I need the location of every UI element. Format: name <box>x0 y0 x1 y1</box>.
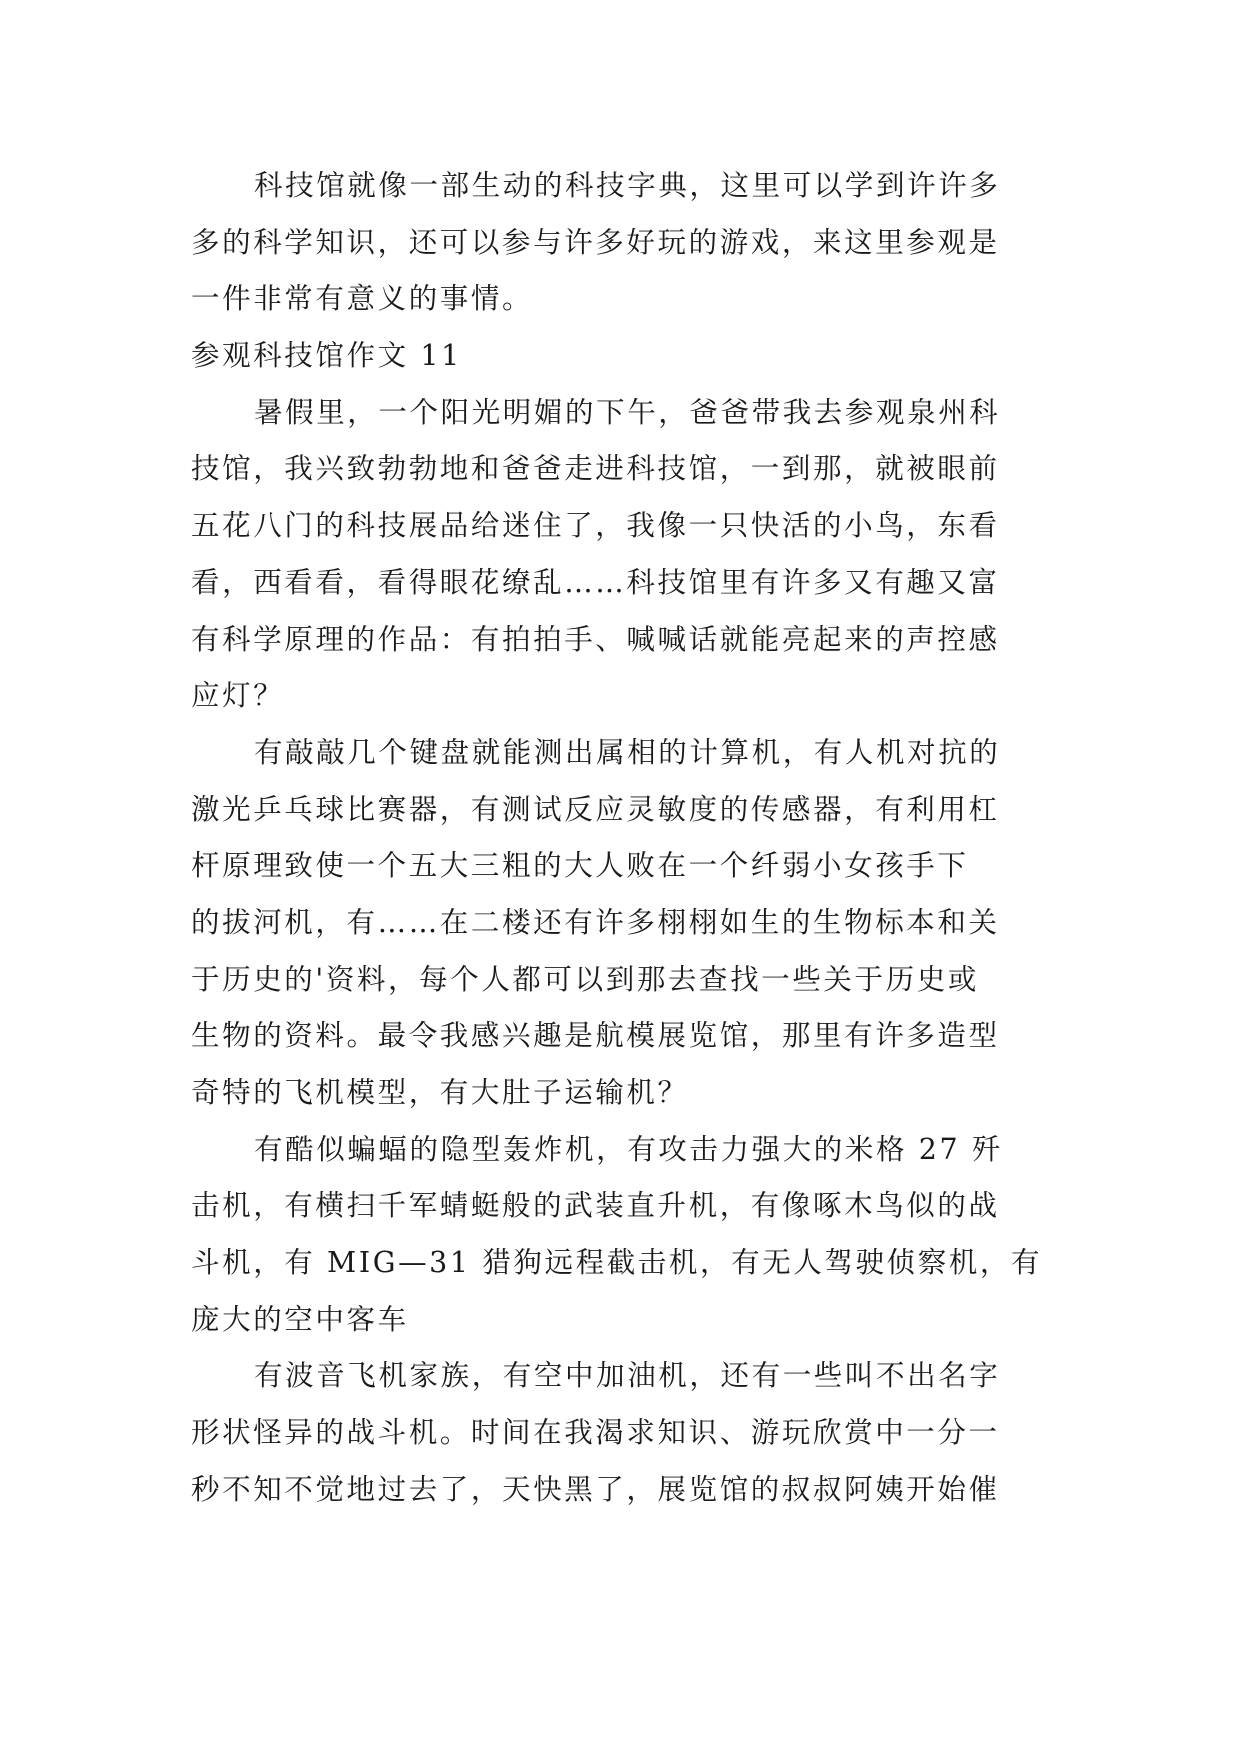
text-line: 庞大的空中客车 <box>191 1302 409 1336</box>
text-line: 生物的资料。最令我感兴趣是航模展览馆，那里有许多造型 <box>191 1019 1000 1053</box>
text-line: 击机，有横扫千军蜻蜓般的武装直升机，有像啄木鸟似的战 <box>191 1189 1000 1223</box>
text-line: 奇特的飞机模型，有大肚子运输机？ <box>191 1076 689 1109</box>
text-line: 有波音飞机家族，有空中加油机，还有一些叫不出名字 <box>254 1359 1001 1393</box>
text-line: 斗机，有 MIG—31 猎狗远程截击机，有无人驾驶侦察机，有 <box>191 1246 1043 1280</box>
text-line: 暑假里，一个阳光明媚的下午，爸爸带我去参观泉州科 <box>254 395 1001 429</box>
text-line: 看，西看看，看得眼花缭乱……科技馆里有许多又有趣又富 <box>191 565 1000 599</box>
text-line: 有敲敲几个键盘就能测出属相的计算机，有人机对抗的 <box>254 735 1001 769</box>
text-line: 一件非常有意义的事情。 <box>191 282 534 316</box>
document-page <box>191 158 1053 1519</box>
text-line: 激光乒乓球比赛器，有测试反应灵敏度的传感器，有利用杠 <box>191 792 1000 826</box>
text-line: 多的科学知识，还可以参与许多好玩的游戏，来这里参观是 <box>191 225 1000 259</box>
text-line: 有酷似蝙蝠的隐型轰炸机，有攻击力强大的米格 27 歼 <box>254 1132 1003 1166</box>
text-line: 秒不知不觉地过去了，天快黑了，展览馆的叔叔阿姨开始催 <box>191 1472 1000 1506</box>
text-line: 应灯？ <box>191 679 285 713</box>
text-line: 形状怪异的战斗机。时间在我渴求知识、游玩欣赏中一分一 <box>191 1416 1000 1450</box>
text-line: 科技馆就像一部生动的科技字典，这里可以学到许许多 <box>254 169 1001 202</box>
text-line: 的拔河机，有……在二楼还有许多栩栩如生的生物标本和关 <box>191 905 1000 939</box>
text-line: 有科学原理的作品：有拍拍手、喊喊话就能亮起来的声控感 <box>191 622 1000 656</box>
text-line: 杆原理致使一个五大三粗的大人败在一个纤弱小女孩手下 <box>191 849 969 883</box>
text-line: 于历史的'资料，每个人都可以到那去查找一些关于历史或 <box>191 962 979 996</box>
section-title: 参观科技馆作文 11 <box>191 339 462 373</box>
text-line: 技馆，我兴致勃勃地和爸爸走进科技馆，一到那，就被眼前 <box>191 452 1000 486</box>
text-line: 五花八门的科技展品给迷住了，我像一只快活的小鸟，东看 <box>191 509 1000 543</box>
